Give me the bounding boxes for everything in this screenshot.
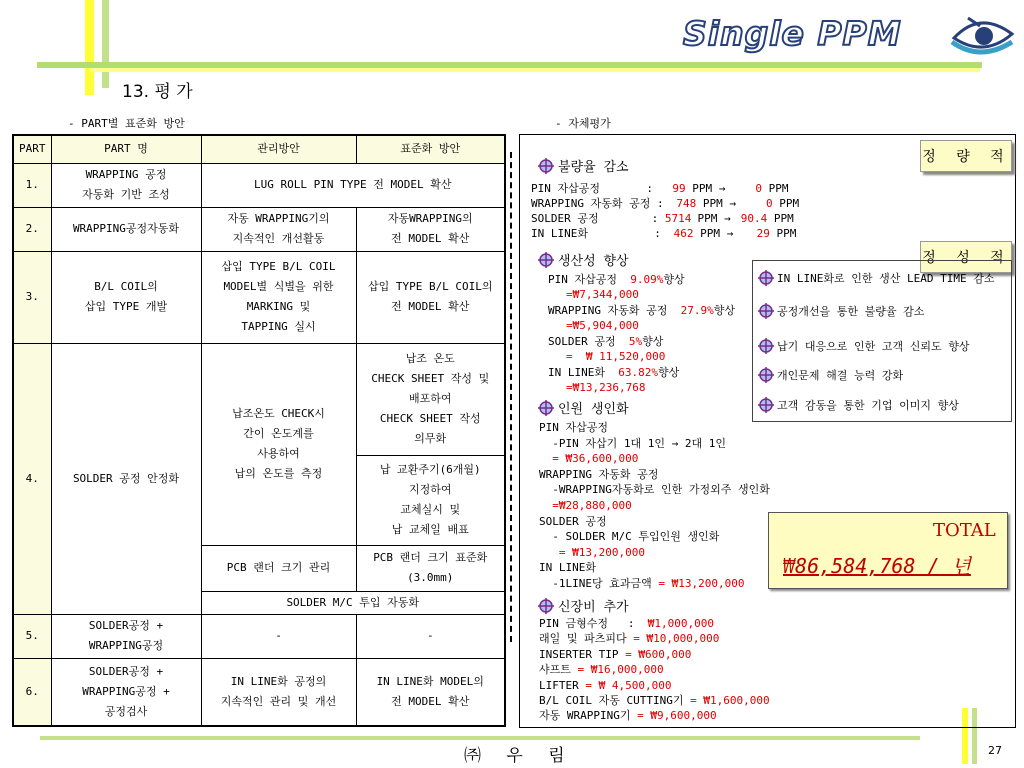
table-row (13, 658, 505, 726)
logo-text: Single PPM (683, 14, 902, 53)
crosshair-bullet-icon (758, 338, 774, 354)
management-plan: 납조온도 CHECK시 간이 온도계를 사용하여 납의 온도를 측정 (201, 343, 356, 545)
header-part-name: PART 명 (51, 135, 201, 163)
line-text (539, 499, 552, 512)
header-standard: 표준화 방안 (356, 135, 505, 163)
left-subtitle: - PART별 표준화 방안 (68, 117, 185, 130)
part-name: SOLDER공정 + WRAPPING공정 (51, 614, 201, 658)
productivity-item-1: PIN 자삽공정 9.09%향상 (548, 273, 685, 286)
standard-plan: 납 교환주기(6개월) 지정하여 교체실시 및 납 교체일 배표 (356, 455, 505, 545)
labor-heading-text: 인원 생인화 (558, 402, 629, 417)
line-item (539, 616, 714, 631)
productivity-amount-1: =₩7,344,000 (566, 288, 639, 301)
defect-row-1: PIN 자삽공정 : 99 PPM → 0 PPM (531, 182, 789, 195)
standard-plan: 납조 온도 CHECK SHEET 작성 및 배포하여 CHECK SHEET 작성 의무화 (356, 343, 505, 455)
line-item (539, 514, 607, 529)
standardization-table (12, 134, 506, 727)
line-amount: = ₩600,000 (625, 647, 692, 661)
table-row (13, 251, 505, 343)
section-title: 13. 평 가 (122, 82, 193, 102)
footer-company: ㈜ 우 림 (464, 746, 575, 766)
crosshair-bullet-icon (758, 270, 774, 286)
productivity-item-3: SOLDER 공정 5%향상 (548, 335, 664, 348)
management-plan: - (201, 614, 356, 658)
page-number: 27 (988, 744, 1002, 757)
equipment-heading (538, 596, 629, 615)
line-item (539, 420, 608, 435)
line-amount: = ₩16,000,000 (577, 663, 664, 677)
productivity-item-2: WRAPPING 자동화 공정 27.9%향상 (548, 304, 735, 317)
defect-row-3: SOLDER 공정 : 5714 PPM → 90.4 PPM (531, 212, 794, 225)
line-text: PIN 자삽공정 (539, 421, 608, 434)
standard-plan: PCB 랜더 크기 표준화 (3.0mm) (356, 545, 505, 591)
qualitative-item-2: 공정개선을 통한 불량율 감소 (758, 303, 924, 319)
standard-plan: 삽입 TYPE B/L COIL의 전 MODEL 확산 (356, 251, 505, 343)
defect-heading-text: 불량율 감소 (558, 160, 629, 175)
standard-plan: 자동WRAPPING의 전 MODEL 확산 (356, 207, 505, 251)
decor-bar-green (102, 0, 109, 88)
line-item (539, 451, 638, 466)
line-item (539, 436, 726, 451)
productivity-item-4: IN LINE화 63.82%향상 (548, 366, 680, 379)
line-text: IN LINE화 (539, 561, 596, 575)
part-number: 1. (13, 163, 51, 207)
line-text (539, 452, 552, 465)
qualitative-item-4: 개인문제 해결 능력 강화 (758, 367, 903, 383)
line-amount: = ₩13,200,000 (658, 577, 745, 590)
part-name: SOLDER공정 + WRAPPING공정 + 공정검사 (51, 658, 201, 726)
productivity-amount-4: =₩13,236,768 (566, 381, 646, 394)
line-text: - SOLDER M/C 투입인원 생인화 (539, 530, 720, 544)
part-number: 6. (13, 658, 51, 726)
crosshair-bullet-icon (538, 158, 554, 174)
part-number: 4. (13, 343, 51, 614)
line-amount: =₩28,880,000 (552, 499, 632, 512)
line-item (539, 545, 645, 560)
qualitative-item-1: IN LINE화로 인한 생산 LEAD TIME 감소 (758, 270, 994, 286)
line-item (539, 647, 691, 662)
line-amount: = ₩13,200,000 (558, 545, 645, 559)
line-item (539, 560, 596, 575)
line-item (539, 467, 658, 482)
total-label: TOTAL (933, 520, 996, 541)
eye-logo-icon (950, 12, 1016, 58)
labor-heading (538, 398, 629, 417)
line-text: -1LINE당 효과금액 (539, 577, 659, 590)
line-text: SOLDER 공정 (539, 514, 607, 528)
line-text (539, 546, 559, 559)
line-amount: = ₩1,600,000 (690, 694, 770, 707)
line-item (539, 708, 717, 723)
table-row (13, 163, 505, 207)
table-header-row (13, 135, 505, 163)
line-item (539, 482, 770, 497)
line-text: PIN 금형수정 : (539, 617, 648, 630)
line-text: B/L COIL 자동 CUTTING기 (539, 694, 691, 707)
productivity-heading-text: 생산성 향상 (558, 254, 629, 269)
header-part: PART (13, 135, 51, 163)
dashed-separator (510, 152, 512, 642)
productivity-amount-3: = ₩ 11,520,000 (566, 350, 666, 363)
line-amount: = ₩36,600,000 (552, 452, 639, 466)
line-item (539, 498, 632, 513)
decor-bar-yellow (85, 0, 94, 95)
line-amount: = ₩ 4,500,000 (585, 678, 672, 692)
crosshair-bullet-icon (758, 397, 774, 413)
management-plan: 자동 WRAPPING기의 지속적인 개선활동 (201, 207, 356, 251)
line-text: 래일 및 파츠피다 (539, 632, 634, 646)
line-text: -WRAPPING자동화로 인한 가정외주 생인화 (539, 483, 770, 497)
merged-plan: LUG ROLL PIN TYPE 전 MODEL 확산 (201, 163, 505, 207)
line-item (539, 529, 719, 544)
defect-heading (538, 156, 629, 175)
line-text: WRAPPING 자동화 공정 (539, 467, 659, 481)
header-management: 관리방안 (201, 135, 356, 163)
decor-bar-bottom (40, 736, 920, 740)
line-text: 샤프트 (539, 663, 578, 677)
line-text: LIFTER (539, 678, 586, 692)
crosshair-bullet-icon (758, 303, 774, 319)
total-value: ₩86,584,768 / 년 (783, 554, 971, 578)
defect-row-4: IN LINE화 : 462 PPM → 29 PPM (531, 227, 797, 240)
line-amount: = ₩9,600,000 (637, 709, 717, 723)
line-amount: = ₩10,000,000 (633, 632, 720, 646)
crosshair-bullet-icon (538, 400, 554, 416)
management-plan: IN LINE화 공정의 지속적인 관리 및 개선 (201, 658, 356, 726)
line-text: -PIN 자삽기 1대 1인 → 2대 1인 (539, 436, 726, 450)
standard-plan: - (356, 614, 505, 658)
qualitative-badge: 정 성 적 (920, 241, 1012, 273)
decor-bar-yellow-horizontal (90, 68, 980, 72)
merged-plan: SOLDER M/C 투입 자동화 (201, 591, 505, 614)
table-row (13, 343, 505, 455)
line-item (539, 693, 770, 708)
management-plan: 삽입 TYPE B/L COIL MODEL별 식별을 위한 MARKING 및 TAPPING 실시 (201, 251, 356, 343)
part-name: B/L COIL의 삽입 TYPE 개발 (51, 251, 201, 343)
equipment-heading-text: 신장비 추가 (558, 600, 629, 615)
part-number: 3. (13, 251, 51, 343)
table-row (13, 614, 505, 658)
part-name: WRAPPING 공정 자동화 기반 조성 (51, 163, 201, 207)
qualitative-item-5: 고객 감동을 통한 기업 이미지 향상 (758, 397, 959, 413)
part-number: 2. (13, 207, 51, 251)
line-text: INSERTER TIP (539, 647, 626, 661)
right-subtitle: - 자체평가 (555, 117, 611, 130)
line-amount: ₩1,000,000 (647, 617, 714, 630)
part-number: 5. (13, 614, 51, 658)
part-name: SOLDER 공정 안정화 (51, 343, 201, 614)
line-item (539, 662, 664, 677)
defect-row-2: WRAPPING 자동화 공정 : 748 PPM → 0 PPM (531, 197, 800, 210)
line-item (539, 678, 671, 693)
part-name: WRAPPING공정자동화 (51, 207, 201, 251)
crosshair-bullet-icon (538, 598, 554, 614)
crosshair-bullet-icon (758, 367, 774, 383)
line-item (539, 576, 744, 591)
management-plan: PCB 랜더 크기 관리 (201, 545, 356, 591)
crosshair-bullet-icon (538, 252, 554, 268)
standard-plan: IN LINE화 MODEL의 전 MODEL 확산 (356, 658, 505, 726)
productivity-amount-2: =₩5,904,000 (566, 319, 639, 332)
line-text: 자동 WRAPPING기 (539, 709, 638, 723)
productivity-heading (538, 250, 629, 269)
quantitative-badge: 정 량 적 (920, 140, 1012, 172)
line-item (539, 631, 719, 646)
table-row (13, 207, 505, 251)
qualitative-item-3: 납기 대응으로 인한 고객 신뢰도 향상 (758, 338, 970, 354)
